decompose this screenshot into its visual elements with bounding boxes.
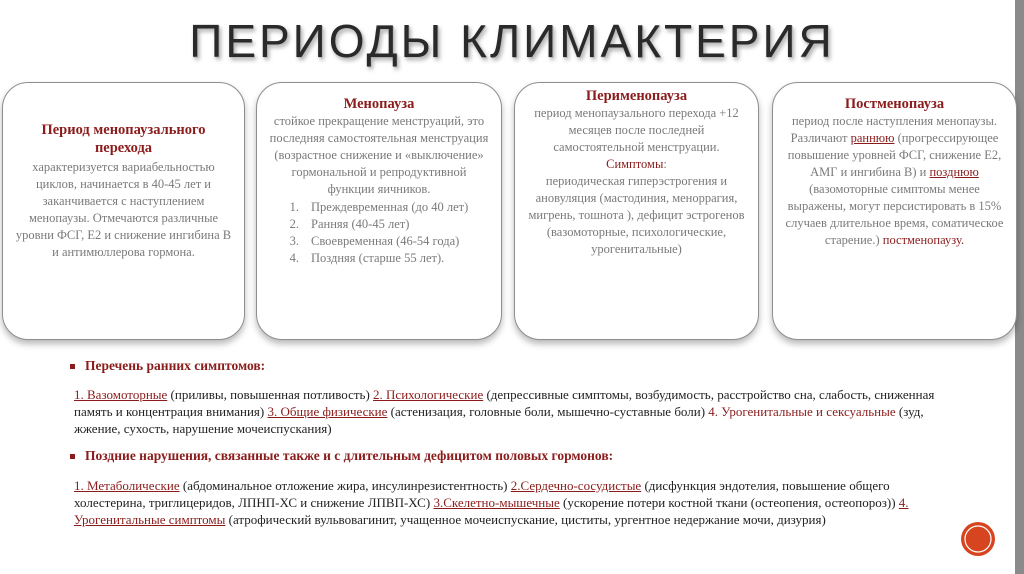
card-perimenopause	[514, 82, 759, 340]
card-postmenopause	[772, 82, 1017, 340]
card-postmenopause-title: Постменопауза	[844, 96, 945, 112]
card-transition-text: характеризуется вариабельностью циклов, начинается в 40-45 лет и заканчивается с наступлением менопаузы. Отмечаются различные уровни ФСГ, Е2 и снижение ингибина В и антимюллерова гормона.	[15, 160, 232, 259]
card-menopause	[256, 82, 502, 340]
early-symptoms-text: 1. Вазомоторные (приливы, повышенная потливость) 2. Психологические (депрессивные симптомы, возбудимость, расстройство сна, слабость, сниженная память и концентрация внимания) 3. Общие физические (астенизация, головные боли, мышечно-суставные боли) 4. Урогенитальные и сексуальные (зуд, жжение, сухость, нарушение мочеиспускания)	[74, 387, 935, 436]
card-perimenopause-symptoms-text: периодическая гиперэстрогения и ановуляция (мастодиния, меноррагия, мигрень, тошнота ), дефицит эстрогенов (вазомоторные, психологические, урогенитальные)	[528, 174, 745, 256]
card-perimenopause-title: Перименопауза	[585, 88, 688, 104]
early-symptoms-heading: Перечень ранних симптомов:	[70, 358, 265, 374]
card-menopause-text: стойкое прекращение менструаций, это последняя самостоятельная менструация (возрастное снижение и «выключение» гормональной и репродуктивной функции яичников.	[269, 114, 489, 196]
bullet-square-icon	[70, 454, 75, 459]
card-perimenopause-symptoms: Симптомы:	[606, 157, 667, 171]
symptoms-label: Симптомы	[606, 157, 664, 171]
decorative-circle-icon	[960, 521, 996, 557]
card-postmenopause-text1: период после наступления менопаузы.	[791, 114, 998, 128]
late-postmenopause-link: позднюю	[929, 165, 979, 179]
menopause-types-list	[267, 199, 491, 267]
list-item: 2. Ранняя (40-45 лет)	[289, 217, 410, 231]
card-menopause-title: Менопауза	[343, 96, 415, 112]
list-item: 4. Поздняя (старше 55 лет).	[289, 251, 445, 265]
list-item: 1. Преждевременная (до 40 лет)	[289, 200, 469, 214]
card-transition-title: Период менопаузального перехода	[41, 122, 206, 156]
card-postmenopause-text2: Различают раннюю (прогрессирующее повышение уровней ФСГ, снижение Е2, АМГ и ингибина В) и позднюю (вазомоторные симптомы менее выражены, могут персистировать в 15% случаев длительное время, соматическое старение.) постменопаузу.	[785, 131, 1004, 247]
card-perimenopause-text: период менопаузального перехода +12 месяцев после последней самостоятельной менструации.	[534, 106, 739, 154]
late-disorders-text: 1. Метаболические (абдоминальное отложение жира, инсулинрезистентность) 2.Сердечно-сосудистые (дисфункция эндотелия, повышение общего холестерина, триглицеридов, ЛПНП-ХС и снижение ЛПВП-ХС) 3.Скелетно-мышечные (ускорение потери костной ткани (остеопения, остеопороз)) 4. Урогенитальные симптомы (атрофический вульвовагинит, учащенное мочеиспускание, циститы, ургентное недержание мочи, дизурия)	[74, 478, 909, 527]
bullet-square-icon	[70, 364, 75, 369]
list-item: 3. Своевременная (46-54 года)	[289, 234, 460, 248]
card-transition	[2, 82, 245, 340]
page-title: ПЕРИОДЫ КЛИМАКТЕРИЯ	[189, 15, 835, 67]
early-postmenopause-link: раннюю	[850, 131, 895, 145]
late-disorders-heading: Поздние нарушения, связанные также и с длительным дефицитом половых гормонов:	[70, 448, 613, 464]
